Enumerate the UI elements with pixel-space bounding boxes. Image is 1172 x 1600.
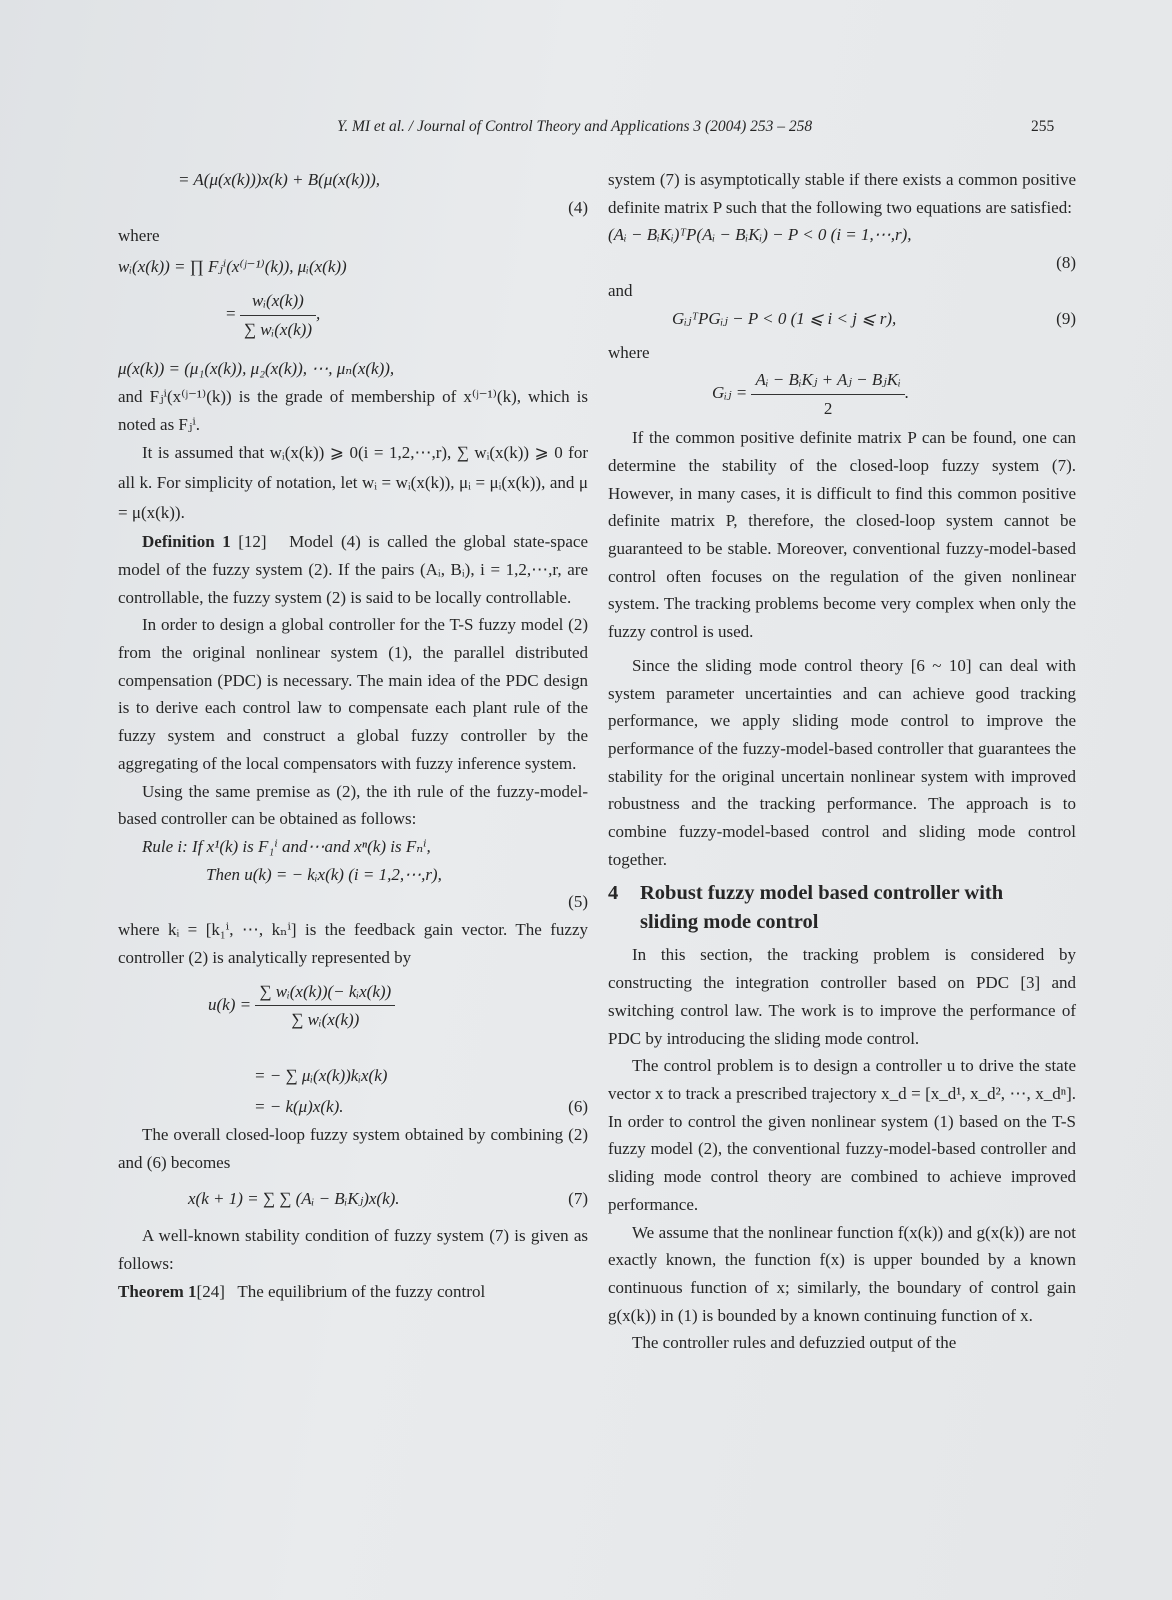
g-frac-numerator: Aᵢ − BᵢKⱼ + Aⱼ − BⱼKᵢ [751,366,904,395]
section-title-line-2: sliding mode control [640,911,819,934]
control-problem-paragraph: The control problem is to design a controller u to drive the state vector x to track a prescribed trajectory x_d = [x_d¹, x_d², ⋯, x_dⁿ]. In order to control the given nonlinear system (1) based on the T-S fuzzy model (2), the conventional fuzzy-model-based controller and sliding mode control theory are combined to achieve improved performance. [608,1056,1076,1214]
running-title: Y. MI et al. / Journal of Control Theory and Applications 3 (2004) 253 – 258 [337,118,813,135]
left-column [118,166,588,1305]
where-text: where [118,225,160,245]
mu-vector-expr: μ(x(k)) = (μ₁(x(k)), μ₂(x(k)), ⋯, μₙ(x(k)), [118,359,395,379]
eq4-number-row [118,194,588,222]
definition-text: Model (4) is called the global state-space model of the fuzzy system (2). If the pairs (Aᵢ, Bᵢ), i = 1,2,⋯,r, are controllable, the fuzzy system (2) is said to be locally controllable. [118,532,588,607]
mu-frac-denominator-text: wᵢ(x(k)) [260,319,312,339]
assumption-paragraph: It is assumed that wᵢ(x(k)) ⩾ 0(i = 1,2,⋯,r), ∑ wᵢ(x(k)) ⩾ 0 for all k. For simplicity of notation, let wᵢ = wᵢ(x(k)), μᵢ = μᵢ(x(k)), and μ = μ(x(k)). [118,443,588,523]
section-4-heading [608,879,1076,937]
u-frac [255,978,395,1034]
u-frac-numerator: ∑ wᵢ(x(k))(− kᵢx(k)) [255,978,395,1007]
equation-7 [118,1185,588,1213]
equation-8 [608,221,1076,249]
rule-line [118,833,588,861]
eq8-number-row [608,249,1076,277]
mu-frac-numerator: wᵢ(x(k)) [240,287,316,316]
stability-paragraph: A well-known stability condition of fuzzy system (7) is given as follows: [118,1226,588,1273]
gain-paragraph: where kᵢ = [k₁ⁱ, ⋯, kₙⁱ] is the feedback gain vector. The fuzzy controller (2) is analytically represented by [118,920,588,968]
section-title-line-1: Robust fuzzy model based controller with [640,882,1004,905]
and-text: and [608,281,633,301]
mu-frac-denominator: ∑ wᵢ(x(k)) [243,319,312,339]
u-frac-denominator-text: wᵢ(x(k)) [307,1010,360,1030]
g-definition: Gᵢⱼ = $\frac{\text{Aᵢ − BᵢKⱼ + Aⱼ − BⱼKᵢ}}{2}$ . [608,366,1076,424]
u-frac-numerator-text: wᵢ(x(k))(− kᵢx(k)) [275,981,392,1001]
eq7-expr: x(k + 1) = ∑ ∑ (Aᵢ − BᵢKⱼ)x(k). [188,1188,400,1208]
eq8-expr: (Aᵢ − BᵢKᵢ)ᵀP(Aᵢ − BᵢKᵢ) − P < 0 (i = 1,⋯,r), [608,225,912,245]
u-line-2 [118,1062,588,1090]
eq7-number: (7) [568,1188,588,1208]
then-expr: Then u(k) = − kᵢx(k) (i = 1,2,⋯,r), [206,864,442,884]
definition-1 [118,528,588,611]
eq5-number-row [118,888,588,916]
eq4-expression: = A(μ(x(k)))x(k) + B(μ(x(k))), [178,170,380,189]
common-matrix-paragraph: If the common positive definite matrix P can be found, one can determine the stability of the closed-loop fuzzy system (7). However, in many cases, it is difficult to find this common positive definite matrix P, therefore, the closed-loop system cannot be guaranteed to be stable. Moreover, conventional fuzzy-model-based control often focuses on the regulation of the given nonlinear system. The tracking problems become very complex when only the fuzzy control is used. [608,428,1076,642]
u-line-2-expr: = − ∑ μᵢ(x(k))kᵢx(k) [254,1065,388,1085]
definition-title: Definition 1 [142,532,231,552]
then-line [118,861,588,889]
g-frac [751,366,904,422]
page-number: 255 [1031,118,1055,135]
where-text-2: where [608,342,650,362]
u-equation: u(k) = $\frac{\text{∑ wᵢ(x(k))(− kᵢx(k))}}{\text{∑ wᵢ(x(k))}}$ [118,978,588,1058]
eq9-number: (9) [1056,308,1076,328]
equation-4 [118,166,588,194]
mu-fraction: = $\frac{\text{wᵢ(x(k))}}{\text{∑ wᵢ(x(k))}}$ , [118,287,588,349]
rule-expr: Rule i: If x¹(k) is F₁ⁱ and⋯and xⁿ(k) is Fₙⁱ, [142,836,431,856]
definition-ref: [12] [238,532,267,552]
overall-paragraph: The overall closed-loop fuzzy system obtained by combining (2) and (6) becomes [118,1125,588,1172]
eq5-number: (5) [568,892,588,912]
premise-paragraph: Using the same premise as (2), the ith rule of the fuzzy-model-based controller can be obtained as follows: [118,781,588,829]
theorem-text: The equilibrium of the fuzzy control [237,1281,486,1301]
right-column [608,166,1076,1357]
w-definition-expr: wᵢ(x(k)) = ∏ Fⱼⁱ(x⁽ʲ⁻¹⁾(k)), μᵢ(x(k)) [118,257,347,277]
theorem-title: Theorem 1 [118,1281,197,1301]
u-line-3-expr: = − k(μ)x(k). [254,1097,344,1117]
u-line-3 [118,1093,588,1121]
eq8-number: (8) [1056,253,1076,273]
equation-9 [608,305,1076,333]
eq9-expr: GᵢⱼᵀPGᵢⱼ − P < 0 (1 ⩽ i < j ⩽ r), [672,308,897,328]
grade-paragraph: and Fⱼⁱ(x⁽ʲ⁻¹⁾(k)) is the grade of membership of x⁽ʲ⁻¹⁾(k), which is noted as Fⱼⁱ. [118,386,588,434]
section-intro-paragraph: In this section, the tracking problem is considered by constructing the integration controller based on PDC [3] and switching control law. The work is to improve the performance of PDC by introducing the sliding mode control. [608,945,1076,1048]
theorem-ref: [24] [196,1281,225,1301]
w-definition [118,253,588,281]
mu-frac [240,287,316,343]
g-lhs: Gᵢⱼ = [712,383,748,403]
g-frac-denominator: 2 [823,398,833,418]
theorem-continuation: system (7) is asymptotically stable if there exists a common positive definite matrix P such that the following two equations are satisfied: [608,170,1076,217]
last-line: The controller rules and defuzzied output of the [632,1333,957,1353]
running-header [0,118,1172,142]
assumption-paragraph-2: We assume that the nonlinear function f(x(k)) and g(x(k)) are not exactly known, the function f(x) is upper bounded by a known continuous function of x; similarly, the boundary of control gain g(x(k)) in (1) is bounded by a known continuing function of x. [608,1222,1076,1325]
sliding-mode-paragraph: Since the sliding mode control theory [6 ~ 10] can deal with system parameter uncertainties and can achieve good tracking performance, we apply sliding mode control to improve the performance of the fuzzy-model-based controller that guarantees the stability for the original uncertain nonlinear system with improved robustness and the tracking performance. The approach is to combine fuzzy-model-based control and sliding mode control together. [608,655,1076,869]
section-number: 4 [608,882,619,905]
theorem-1 [118,1278,588,1306]
eq6-number: (6) [568,1097,588,1117]
u-frac-denominator: ∑ wᵢ(x(k)) [291,1010,360,1030]
mu-vector [118,355,588,383]
pdc-paragraph: In order to design a global controller for the T-S fuzzy model (2) from the original nonlinear system (1), the parallel distributed compensation (PDC) is necessary. The main idea of the PDC design is to derive each control law to compensate each plant rule of the fuzzy system and construct a global fuzzy controller by the aggregating of the local compensators with fuzzy inference system. [118,615,588,773]
eq4-number: (4) [568,197,588,217]
